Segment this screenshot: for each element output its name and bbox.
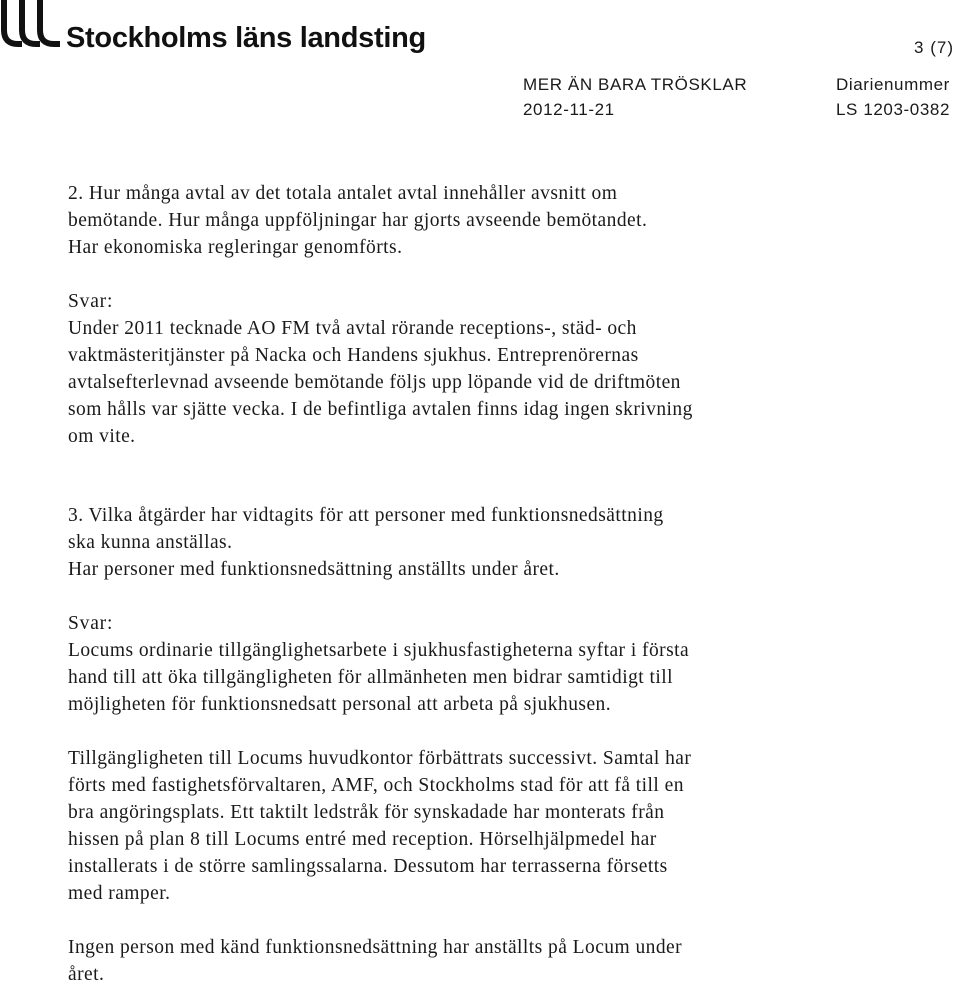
question-line: Har personer med funktionsnedsättning anställts under året. [68,559,560,580]
page-number: 3 (7) [914,38,954,57]
sll-logo-mark-icon [0,0,62,52]
registry-number: LS 1203-0382 [836,100,951,119]
question-line: 2. Hur många avtal av det totala antalet avtal innehåller avsnitt om [68,183,618,204]
registry-label: Diarienummer [836,75,950,94]
answer-2 [68,288,788,450]
question-2 [68,180,788,261]
answer-line: som hålls var sjätte vecka. I de befintliga avtalen finns idag ingen skrivning [68,399,693,420]
answer-line: Ingen person med känd funktionsnedsättning har anställts på Locum under [68,937,683,958]
answer-line: året. [68,964,105,985]
answer-line: Tillgängligheten till Locums huvudkontor förbättrats successivt. Samtal har [68,748,692,769]
question-line: 3. Vilka åtgärder har vidtagits för att personer med funktionsnedsättning [68,505,664,526]
answer-line: vaktmästeritjänster på Nacka och Handens sjukhus. Entreprenörernas [68,345,639,366]
document-date: 2012-11-21 [523,100,615,119]
document-body [68,180,788,988]
answer-line: Under 2011 tecknade AO FM två avtal rörande receptions-, städ- och [68,318,637,339]
answer-line: hissen på plan 8 till Locums entré med reception. Hörselhjälpmedel har [68,829,657,850]
answer-line: möjligheten för funktionsnedsatt personal att arbeta på sjukhusen. [68,694,612,715]
page-header [0,0,960,130]
answer-line: avtalsefterlevnad avseende bemötande följs upp löpande vid de driftmöten [68,372,681,393]
answer-line: förts med fastighetsförvaltaren, AMF, och Stockholms stad för att få till en [68,775,684,796]
answer-line: bra angöringsplats. Ett taktilt ledstråk för synskadade har monterats från [68,802,665,823]
answer-3 [68,610,788,988]
answer-line: hand till att öka tillgängligheten för allmänheten men bidrar samtidigt till [68,667,673,688]
logo-text: Stockholms läns landsting [66,22,426,54]
question-line: ska kunna anställas. [68,532,233,553]
document-title: MER ÄN BARA TRÖSKLAR [523,75,748,94]
answer-line: med ramper. [68,883,171,904]
question-line: Har ekonomiska regleringar genomförts. [68,237,403,258]
question-3 [68,502,788,583]
answer-line: om vite. [68,426,136,447]
answer-label: Svar: [68,613,114,634]
answer-label: Svar: [68,291,114,312]
answer-line: installerats i de större samlingssalarna. Dessutom har terrasserna försetts [68,856,668,877]
answer-line: Locums ordinarie tillgänglighetsarbete i sjukhusfastigheterna syftar i första [68,640,690,661]
question-line: bemötande. Hur många uppföljningar har gjorts avseende bemötandet. [68,210,648,231]
